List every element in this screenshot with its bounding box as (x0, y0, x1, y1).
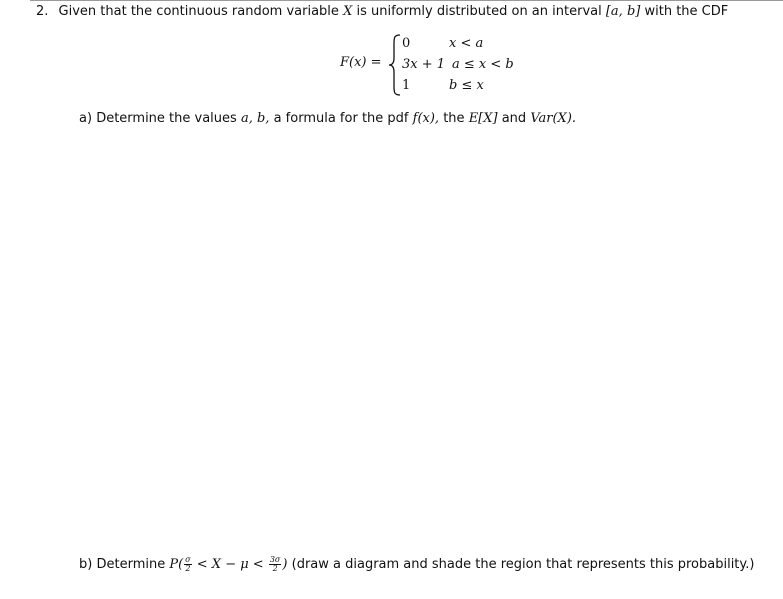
part-b-inequality: < X − μ < (196, 557, 264, 572)
top-rule (30, 0, 783, 1)
cdf-case-value: 1 (402, 78, 411, 93)
left-brace-icon (388, 34, 402, 96)
part-a-pdf: f(x), (412, 111, 440, 126)
part-a-text-3: the (443, 111, 465, 126)
question-text-1: Given that the continuous random variable (58, 4, 339, 19)
cdf-case-condition: a ≤ x < b (452, 57, 514, 72)
part-a (79, 110, 576, 128)
part-b-text-1: Determine (96, 557, 166, 572)
question-number: 2. (36, 4, 49, 19)
question-variable-x: X (343, 4, 353, 19)
part-a-expectation: E[X] (468, 111, 498, 126)
part-a-variance: Var(X). (530, 111, 577, 126)
fraction-denominator: 2 (185, 564, 191, 573)
fraction-numerator: 3σ (269, 555, 281, 564)
part-a-label: a) (79, 111, 93, 126)
cdf-case-condition: x < a (449, 36, 484, 51)
cdf-case-value: 0 (402, 36, 411, 51)
part-b-prob-close: ) (282, 557, 288, 572)
question-text-2: is uniformly distributed on an interval (356, 4, 602, 19)
part-a-text-1: Determine the values (96, 111, 237, 126)
part-a-vars: a, b, (240, 111, 270, 126)
part-a-text-2: a formula for the pdf (273, 111, 409, 126)
question-interval: [a, b] (605, 4, 641, 19)
cdf-case-value: 3x + 1 (402, 57, 446, 72)
fraction-numerator: σ (185, 555, 191, 564)
part-a-text-4: and (501, 111, 527, 126)
cdf-lhs: F(x) = (340, 55, 382, 70)
question-statement (36, 3, 728, 21)
cdf-definition (336, 34, 536, 96)
part-b-prob-open: P( (169, 557, 184, 572)
part-b (79, 555, 754, 575)
part-b-fraction-2 (269, 556, 282, 573)
cdf-case-condition: b ≤ x (449, 78, 484, 93)
part-b-fraction-1 (184, 556, 191, 573)
part-b-text-2: (draw a diagram and shade the region that represents this probability.) (291, 557, 755, 572)
part-b-label: b) (79, 557, 93, 572)
question-text-3: with the CDF (644, 4, 729, 19)
fraction-denominator: 2 (272, 564, 278, 573)
